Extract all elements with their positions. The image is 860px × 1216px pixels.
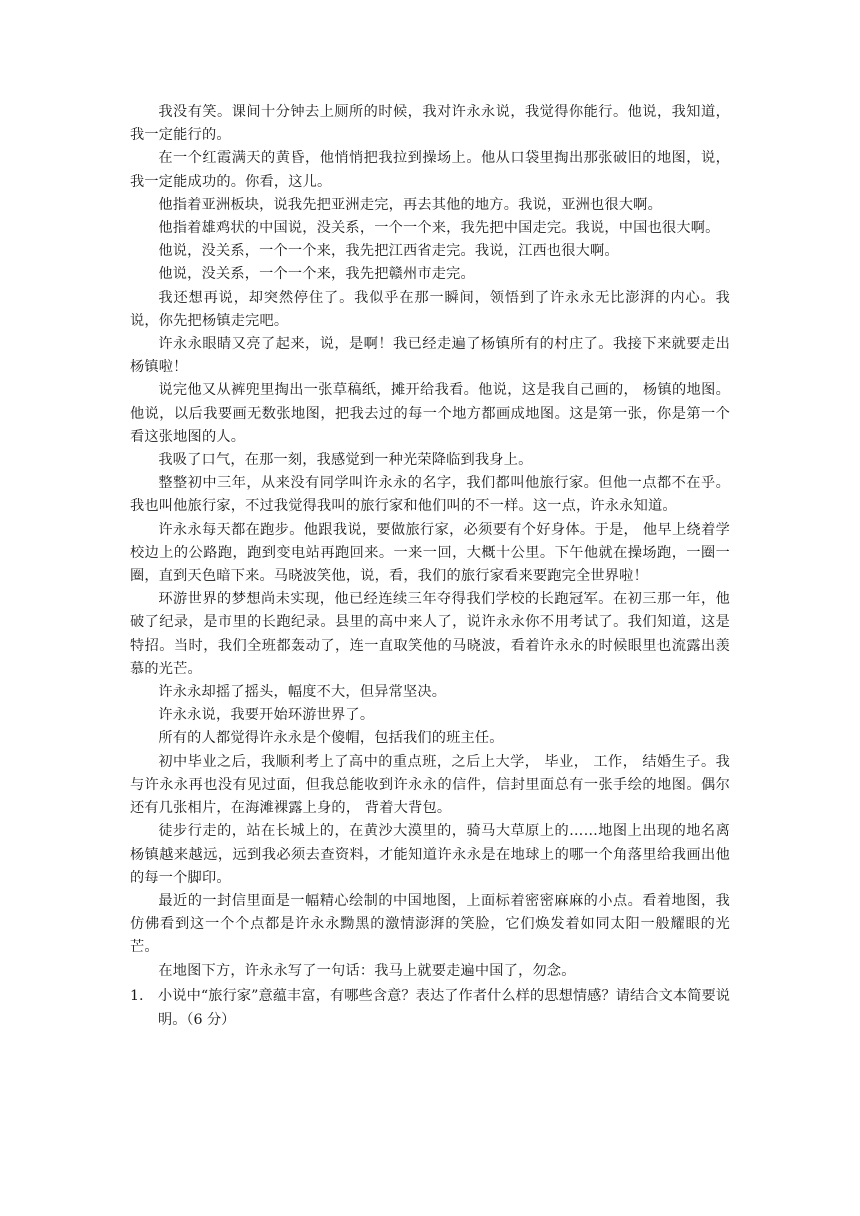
paragraph: 许永永眼睛又亮了起来，说，是啊！我已经走遍了杨镇所有的村庄了。我接下来就要走出杨镇啦！ [130, 336, 730, 376]
paragraph: 整整初中三年，从来没有同学叫许永永的名字，我们都叫他旅行家。但他一点都不在乎。我也叫他旅行家，不过我觉得我叫的旅行家和他们叫的不一样。这一点，许永永知道。 [130, 475, 730, 515]
question-item [130, 984, 730, 1032]
paragraph: 他指着亚洲板块，说我先把亚洲走完，再去其他的地方。我说，亚洲也很大啊。 [158, 196, 662, 213]
paragraph: 最近的一封信里面是一幅精心绘制的中国地图，上面标着密密麻麻的小点。看着地图，我仿佛看到这一个个点都是许永永黝黑的激情澎湃的笑脸，它们焕发着如同太阳一般耀眼的光芒。 [130, 892, 730, 956]
paragraph: 所有的人都觉得许永永是个傻帽，包括我们的班主任。 [158, 730, 504, 747]
paragraph: 许永永每天都在跑步。他跟我说，要做旅行家，必须要有个好身体。于是， 他早上绕着学校边上的公路跑，跑到变电站再跑回来。一来一回，大概十公里。下午他就在操场跑，一圈一圈，直到天色暗下来。马晓波笑他，说，看，我们的旅行家看来要跑完全世界啦！ [130, 521, 730, 585]
paragraph: 我没有笑。课间十分钟去上厕所的时候，我对许永永说，我觉得你能行。他说，我知道，我一定能行的。 [130, 104, 730, 144]
paragraph: 说完他又从裤兜里掏出一张草稿纸，摊开给我看。他说，这是我自己画的， 杨镇的地图。他说，以后我要画无数张地图，把我去过的每一个地方都画成地图。这是第一张，你是第一个看这张地图的人。 [130, 382, 730, 445]
paragraph: 他指着雄鸡状的中国说，没关系，一个一个来，我先把中国走完。我说，中国也很大啊。 [158, 220, 720, 237]
paragraph: 徒步行走的，站在长城上的，在黄沙大漠里的，骑马大草原上的……地图上出现的地名离杨镇越来越远，远到我必须去查资料，才能知道许永永是在地球上的哪一个角落里给我画出他的每一个脚印。 [130, 823, 730, 886]
paragraph: 许永永却摇了摇头，幅度不大，但异常坚决。 [158, 684, 447, 701]
paragraph: 许永永说，我要开始环游世界了。 [158, 707, 375, 724]
paragraph: 我吸了口气，在那一刻，我感觉到一种光荣降临到我身上。 [158, 452, 533, 469]
paragraph: 他说，没关系，一个一个来，我先把江西省走完。我说，江西也很大啊。 [158, 243, 619, 260]
question-text: 小说中“旅行家”意蕴丰富，有哪些含意？表达了作者什么样的思想情感？请结合文本简要说明。（6 分） [158, 988, 730, 1028]
paragraph: 环游世界的梦想尚未实现，他已经连续三年夺得我们学校的长跑冠军。在初三那一年，他破了纪录，是市里的长跑纪录。县里的高中来人了，说许永永你不用考试了。我们知道，这是特招。当时，我们全班都轰动了，连一直取笑他的马晓波，看着许永永的时候眼里也流露出羡慕的光芒。 [130, 591, 730, 677]
paragraph: 我还想再说，却突然停住了。我似乎在那一瞬间，领悟到了许永永无比澎湃的内心。我说，你先把杨镇走完吧。 [130, 289, 730, 329]
paragraph: 他说，没关系，一个一个来，我先把赣州市走完。 [158, 266, 475, 283]
paragraph: 在一个红霞满天的黄昏，他悄悄把我拉到操场上。他从口袋里掏出那张破旧的地图，说，我一定能成功的。你看，这儿。 [130, 150, 730, 190]
paragraph: 在地图下方，许永永写了一句话：我马上就要走遍中国了，勿念。 [158, 962, 576, 979]
paragraph: 初中毕业之后，我顺利考上了高中的重点班，之后上大学， 毕业， 工作， 结婚生子。我与许永永再也没有见过面，但我总能收到许永永的信件，信封里面总有一张手绘的地图。偶尔还有几张相片，在海滩裸露上身的， 背着大背包。 [130, 753, 730, 817]
question-number: 1. [130, 988, 144, 1004]
story-body [130, 101, 730, 983]
